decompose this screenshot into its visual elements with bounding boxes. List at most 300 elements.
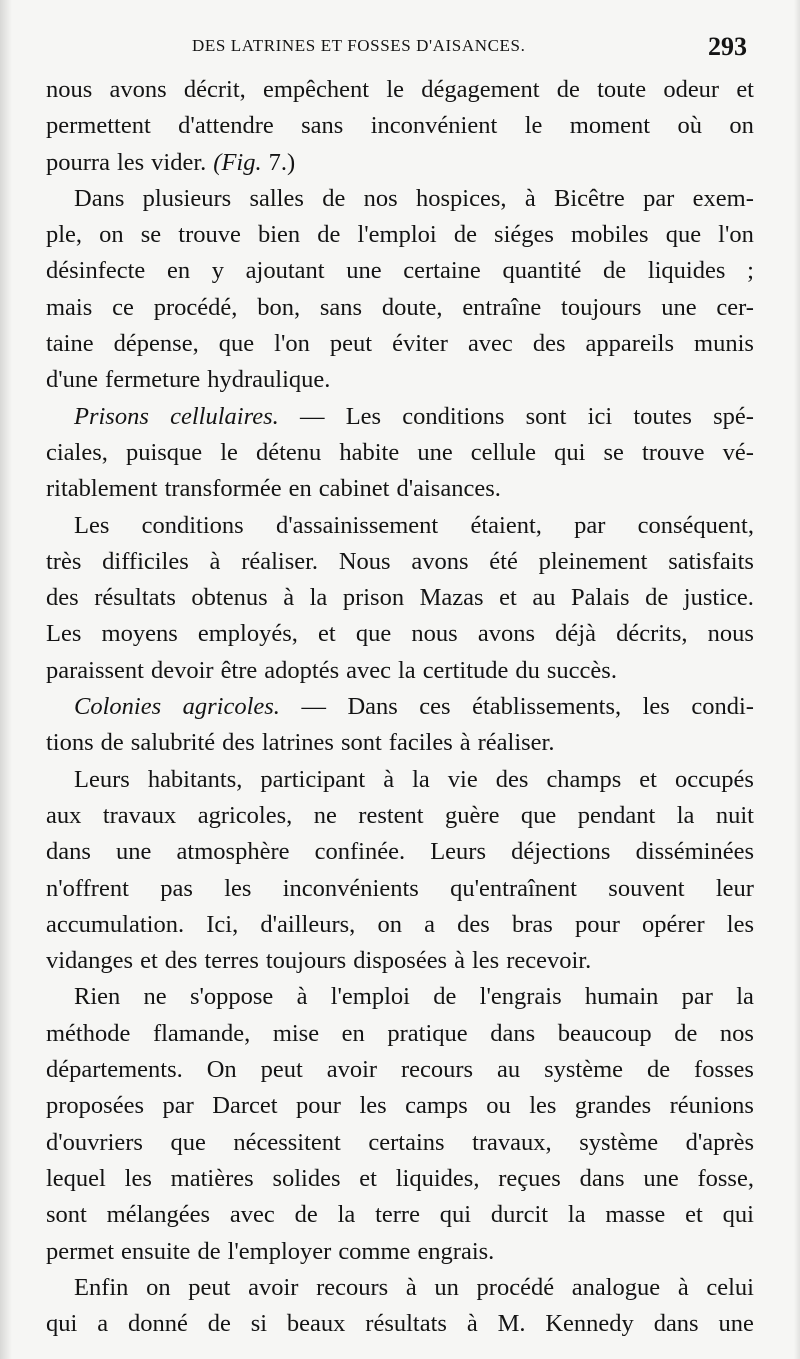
text-line bbox=[46, 290, 754, 326]
word: éviter bbox=[392, 330, 448, 358]
word: participant bbox=[260, 765, 366, 793]
word: à bbox=[459, 729, 471, 757]
word: en bbox=[341, 1019, 365, 1047]
word: On bbox=[206, 1056, 237, 1084]
word: quantité bbox=[502, 257, 582, 285]
word: d'après bbox=[685, 1128, 754, 1156]
word: à bbox=[466, 1310, 478, 1338]
word: de bbox=[294, 1201, 318, 1229]
text-line bbox=[46, 616, 754, 652]
word: pour bbox=[574, 910, 620, 938]
word: engrais. bbox=[417, 1237, 495, 1265]
word: Les bbox=[345, 402, 382, 430]
word: les bbox=[116, 148, 145, 176]
word: qu'entraînent bbox=[450, 874, 577, 902]
word: souvent bbox=[608, 874, 685, 902]
word: et bbox=[140, 947, 158, 975]
text-line bbox=[46, 1125, 754, 1161]
word: cellulaires. bbox=[170, 402, 279, 430]
word: permettent bbox=[46, 112, 151, 140]
word: pas bbox=[160, 874, 193, 902]
word: on bbox=[99, 221, 124, 249]
word: avons bbox=[109, 76, 167, 103]
word: à bbox=[524, 184, 536, 212]
word: latrines bbox=[261, 729, 334, 757]
word: bon, bbox=[257, 293, 301, 321]
word: au bbox=[532, 584, 556, 612]
word: décrit, bbox=[183, 76, 246, 103]
word: établissements, bbox=[472, 693, 622, 721]
word: les bbox=[124, 1164, 152, 1192]
word: confinée. bbox=[314, 838, 406, 866]
word: le bbox=[524, 112, 543, 140]
word: ajoutant bbox=[245, 257, 325, 285]
word: grandes bbox=[574, 1092, 652, 1120]
word: réaliser. bbox=[241, 547, 319, 575]
word: succès. bbox=[546, 656, 617, 684]
word: procédé bbox=[476, 1273, 555, 1301]
text-line bbox=[46, 1306, 754, 1342]
word: terre bbox=[375, 1201, 420, 1229]
word: conditions bbox=[402, 402, 505, 430]
text-line bbox=[46, 253, 754, 289]
word: une bbox=[718, 1310, 754, 1338]
word: être bbox=[220, 656, 258, 684]
word: tions bbox=[46, 729, 94, 757]
word: détenu bbox=[256, 438, 322, 466]
word: départements. bbox=[46, 1056, 183, 1084]
word: des bbox=[532, 330, 566, 358]
word: au bbox=[497, 1056, 521, 1084]
text-line bbox=[46, 689, 754, 725]
word: beaux bbox=[286, 1310, 346, 1338]
word: réaliser. bbox=[477, 729, 555, 757]
word: y bbox=[211, 257, 224, 285]
word: moyens bbox=[101, 620, 178, 648]
word: du bbox=[515, 656, 540, 684]
word: nuit bbox=[715, 801, 754, 829]
word: a bbox=[97, 1310, 109, 1338]
word: matières bbox=[170, 1164, 254, 1192]
word: avec bbox=[346, 656, 391, 684]
word: vie bbox=[447, 765, 478, 793]
word: difficiles bbox=[102, 547, 189, 575]
word: pratique bbox=[387, 1019, 468, 1047]
word: devoir bbox=[150, 656, 214, 684]
word: peut bbox=[329, 330, 373, 358]
word: ciales, bbox=[46, 438, 108, 466]
word: l'on bbox=[274, 330, 310, 358]
word: prison bbox=[342, 584, 405, 612]
word: et bbox=[736, 76, 754, 103]
word: justice. bbox=[683, 584, 754, 612]
word: cer- bbox=[716, 293, 754, 321]
word: et bbox=[685, 1201, 703, 1229]
text-line bbox=[46, 1270, 754, 1306]
word: avoir bbox=[248, 1273, 299, 1301]
word: Kennedy bbox=[545, 1310, 634, 1338]
text-line bbox=[46, 979, 754, 1015]
word: les bbox=[359, 1092, 387, 1120]
page-left-edge-shadow bbox=[0, 0, 12, 1359]
word: appareils bbox=[585, 330, 674, 358]
word: ne bbox=[313, 801, 337, 829]
word: restent bbox=[358, 801, 424, 829]
word: salles bbox=[249, 184, 304, 212]
word: nos bbox=[363, 184, 398, 212]
word: mélangées bbox=[106, 1201, 211, 1229]
word: une bbox=[661, 293, 697, 321]
word: on bbox=[729, 112, 754, 140]
word: entraîne bbox=[462, 293, 542, 321]
word: n'offrent bbox=[46, 874, 129, 902]
word: salubrité bbox=[130, 729, 216, 757]
word: durcit bbox=[490, 1201, 549, 1229]
word: paraissent bbox=[46, 656, 144, 684]
word: ensuite bbox=[121, 1237, 191, 1265]
word: si bbox=[250, 1310, 268, 1338]
word: peut bbox=[260, 1056, 303, 1084]
word: par bbox=[574, 511, 606, 539]
word: travaux, bbox=[472, 1128, 552, 1156]
word: l'engrais bbox=[479, 983, 562, 1011]
word: de bbox=[197, 1237, 221, 1265]
word: l'employer bbox=[227, 1237, 332, 1265]
word: Darcet bbox=[212, 1092, 278, 1120]
word: trouve bbox=[178, 221, 241, 249]
word: on bbox=[377, 910, 402, 938]
word: le bbox=[386, 76, 404, 103]
word: nos bbox=[719, 1019, 754, 1047]
word: sont bbox=[525, 402, 567, 430]
word: ple, bbox=[46, 221, 83, 249]
word: munis bbox=[694, 330, 754, 358]
word: comme bbox=[338, 1237, 411, 1265]
word: dégagement bbox=[421, 76, 540, 103]
text-line bbox=[46, 471, 754, 507]
word: lequel bbox=[46, 1164, 106, 1192]
word: la bbox=[337, 1201, 356, 1229]
word: donné bbox=[127, 1310, 188, 1338]
word: et bbox=[639, 765, 657, 793]
word: où bbox=[677, 112, 702, 140]
word: mise bbox=[272, 1019, 320, 1047]
word: Bicêtre bbox=[554, 184, 625, 212]
word: plusieurs bbox=[142, 184, 232, 212]
word: à bbox=[405, 1273, 417, 1301]
word: permet bbox=[46, 1237, 115, 1265]
word: Ici, bbox=[206, 910, 239, 938]
word: une bbox=[643, 1164, 679, 1192]
word: ce bbox=[112, 293, 134, 321]
word: obtenus bbox=[191, 584, 268, 612]
word: l'on bbox=[718, 221, 754, 249]
word: de bbox=[322, 184, 346, 212]
word: de bbox=[207, 1310, 231, 1338]
word: guère bbox=[445, 801, 500, 829]
word: à bbox=[454, 947, 465, 975]
word: siéges bbox=[494, 221, 554, 249]
word: celui bbox=[706, 1273, 754, 1301]
word: mobiles bbox=[571, 221, 649, 249]
word: pour bbox=[296, 1092, 341, 1120]
word: ; bbox=[747, 257, 754, 285]
word: toujours bbox=[265, 947, 347, 975]
word: de bbox=[556, 76, 580, 103]
word: ne bbox=[143, 983, 167, 1011]
word: de bbox=[603, 257, 627, 285]
word: doute, bbox=[381, 293, 443, 321]
text-line bbox=[46, 1234, 754, 1270]
word: certitude bbox=[422, 656, 509, 684]
text-line bbox=[46, 326, 754, 362]
word: résultats bbox=[365, 1310, 447, 1338]
word: Rien bbox=[74, 983, 121, 1011]
word: se bbox=[603, 438, 624, 466]
word: vé- bbox=[722, 438, 754, 466]
word: conséquent, bbox=[637, 511, 754, 539]
word: faciles bbox=[388, 729, 453, 757]
word: sans bbox=[319, 293, 363, 321]
word: l'emploi bbox=[330, 983, 410, 1011]
word: la bbox=[736, 983, 754, 1011]
word: bien bbox=[257, 221, 301, 249]
word: cellule bbox=[470, 438, 537, 466]
word: cabinet bbox=[318, 475, 390, 503]
word: masse bbox=[605, 1201, 666, 1229]
word: réunions bbox=[669, 1092, 754, 1120]
word: nous bbox=[707, 620, 754, 648]
word: de bbox=[317, 221, 341, 249]
word: Leurs bbox=[430, 838, 486, 866]
word: la bbox=[309, 584, 328, 612]
word: les bbox=[642, 693, 670, 721]
word: méthode bbox=[46, 1019, 131, 1047]
word: Prisons bbox=[74, 402, 149, 430]
word: sont bbox=[46, 1201, 87, 1229]
body-text bbox=[46, 72, 754, 1342]
word: liquides bbox=[647, 257, 726, 285]
word: de bbox=[646, 1056, 671, 1084]
word: qui bbox=[554, 438, 586, 466]
word: les bbox=[726, 910, 754, 938]
word: par bbox=[162, 1092, 194, 1120]
text-line bbox=[46, 508, 754, 544]
word: nous bbox=[46, 76, 93, 103]
running-head: DES LATRINES ET FOSSES D'AISANCES. bbox=[192, 36, 526, 55]
word: des bbox=[495, 765, 529, 793]
word: par bbox=[681, 983, 713, 1011]
word: habitants, bbox=[147, 765, 243, 793]
word: une bbox=[417, 438, 453, 466]
word: vider. bbox=[151, 148, 207, 176]
word: ces bbox=[419, 693, 451, 721]
text-line bbox=[46, 1016, 754, 1052]
word: en bbox=[288, 475, 312, 503]
word: en bbox=[166, 257, 191, 285]
word: des bbox=[457, 910, 490, 938]
word: odeur bbox=[663, 76, 720, 103]
word: d'attendre bbox=[178, 112, 274, 140]
word: inconvénient bbox=[370, 112, 498, 140]
text-line bbox=[46, 1052, 754, 1088]
word: avec bbox=[467, 330, 513, 358]
word: l'emploi bbox=[357, 221, 437, 249]
word: agricoles, bbox=[197, 801, 293, 829]
word: les bbox=[529, 1092, 557, 1120]
word: recevoir. bbox=[506, 947, 592, 975]
word: peut bbox=[188, 1273, 231, 1301]
word: et bbox=[318, 620, 336, 648]
word: dans bbox=[490, 1019, 536, 1047]
word: fosse, bbox=[697, 1164, 754, 1192]
word: et bbox=[499, 584, 517, 612]
word: Colonies bbox=[74, 693, 162, 721]
word: les bbox=[224, 874, 252, 902]
word: pleinement bbox=[538, 547, 648, 575]
word: champs bbox=[546, 765, 622, 793]
word: recours bbox=[400, 1056, 474, 1084]
word: moment bbox=[569, 112, 651, 140]
word: par bbox=[643, 184, 675, 212]
word: toutes bbox=[633, 402, 692, 430]
text-line bbox=[46, 181, 754, 217]
word: mais bbox=[46, 293, 93, 321]
word: solides bbox=[272, 1164, 341, 1192]
word: Palais bbox=[571, 584, 630, 612]
word: ici bbox=[587, 402, 613, 430]
word: nous bbox=[411, 620, 458, 648]
text-line bbox=[46, 544, 754, 580]
word: sont bbox=[340, 729, 382, 757]
word: condi- bbox=[691, 693, 754, 721]
word: qui bbox=[439, 1201, 472, 1229]
text-line bbox=[46, 834, 754, 870]
word: résultats bbox=[94, 584, 176, 612]
word: très bbox=[46, 547, 82, 575]
word: d'assainissement bbox=[275, 511, 439, 539]
word: analogue bbox=[571, 1273, 661, 1301]
word: à bbox=[296, 983, 308, 1011]
word: dépense, bbox=[113, 330, 199, 358]
word: qui bbox=[46, 1310, 78, 1338]
word: les bbox=[471, 947, 500, 975]
word: de bbox=[433, 983, 457, 1011]
word: spé- bbox=[713, 402, 754, 430]
word: Les bbox=[74, 511, 110, 539]
word: s'oppose bbox=[189, 983, 274, 1011]
word: avons bbox=[411, 547, 469, 575]
word: beaucoup bbox=[557, 1019, 652, 1047]
word: dans bbox=[579, 1164, 625, 1192]
word: Nous bbox=[338, 547, 391, 575]
word: nécessitent bbox=[233, 1128, 341, 1156]
text-line bbox=[46, 1197, 754, 1233]
word: hydraulique. bbox=[207, 366, 331, 394]
text-line bbox=[46, 725, 754, 761]
word: pendant bbox=[577, 801, 656, 829]
word: désinfecte bbox=[46, 257, 146, 285]
word: que bbox=[665, 221, 702, 249]
word: hospices, bbox=[416, 184, 507, 212]
word: humain bbox=[584, 983, 659, 1011]
word: la bbox=[398, 656, 416, 684]
word: certains bbox=[368, 1128, 445, 1156]
word: la bbox=[567, 1201, 586, 1229]
word: terres bbox=[204, 947, 259, 975]
word: une bbox=[346, 257, 382, 285]
word: ou bbox=[486, 1092, 511, 1120]
word: toujours bbox=[561, 293, 642, 321]
word: de bbox=[645, 584, 669, 612]
word: Enfin bbox=[74, 1273, 129, 1301]
word: exem- bbox=[692, 184, 754, 212]
word: a bbox=[424, 910, 435, 938]
word: Dans bbox=[74, 184, 125, 212]
word: que bbox=[170, 1128, 206, 1156]
word: système bbox=[579, 1128, 659, 1156]
word: aux bbox=[46, 801, 82, 829]
word: d'ailleurs, bbox=[260, 910, 356, 938]
word: disséminées bbox=[635, 838, 754, 866]
text-line bbox=[46, 145, 754, 181]
word: M. bbox=[497, 1310, 526, 1338]
word: d'une bbox=[46, 366, 99, 394]
word: dans bbox=[653, 1310, 699, 1338]
text-line bbox=[46, 762, 754, 798]
word: le bbox=[220, 438, 238, 466]
word: procédé, bbox=[153, 293, 238, 321]
text-line bbox=[46, 907, 754, 943]
word: que bbox=[520, 801, 557, 829]
word: recours bbox=[316, 1273, 389, 1301]
word: et bbox=[359, 1164, 377, 1192]
word: fosses bbox=[694, 1056, 754, 1084]
page-right-edge-shadow bbox=[794, 0, 800, 1359]
word: ritablement bbox=[46, 475, 158, 503]
word: la bbox=[676, 801, 695, 829]
word: agricoles. bbox=[182, 693, 280, 721]
word: fermeture bbox=[105, 366, 201, 394]
word: que bbox=[218, 330, 255, 358]
word: une bbox=[116, 838, 152, 866]
text-line bbox=[46, 580, 754, 616]
word: on bbox=[146, 1273, 171, 1301]
word: adoptés bbox=[264, 656, 340, 684]
word: trouve bbox=[641, 438, 705, 466]
word: dans bbox=[46, 838, 91, 866]
word: accumulation. bbox=[46, 910, 185, 938]
word: sans bbox=[301, 112, 344, 140]
word: des bbox=[46, 584, 79, 612]
word: se bbox=[140, 221, 162, 249]
word: occupés bbox=[675, 765, 754, 793]
word: conditions bbox=[141, 511, 244, 539]
word: avec bbox=[229, 1201, 275, 1229]
text-line bbox=[46, 1088, 754, 1124]
word: reçues bbox=[498, 1164, 561, 1192]
text-line bbox=[46, 653, 754, 689]
word: déjà bbox=[555, 620, 596, 648]
word: d'ouvriers bbox=[46, 1128, 143, 1156]
page-header bbox=[0, 32, 800, 66]
word: de bbox=[453, 221, 477, 249]
word: leur bbox=[715, 874, 754, 902]
word: que bbox=[355, 620, 392, 648]
text-line bbox=[46, 362, 754, 398]
word: habite bbox=[339, 438, 400, 466]
word: toute bbox=[597, 76, 647, 103]
